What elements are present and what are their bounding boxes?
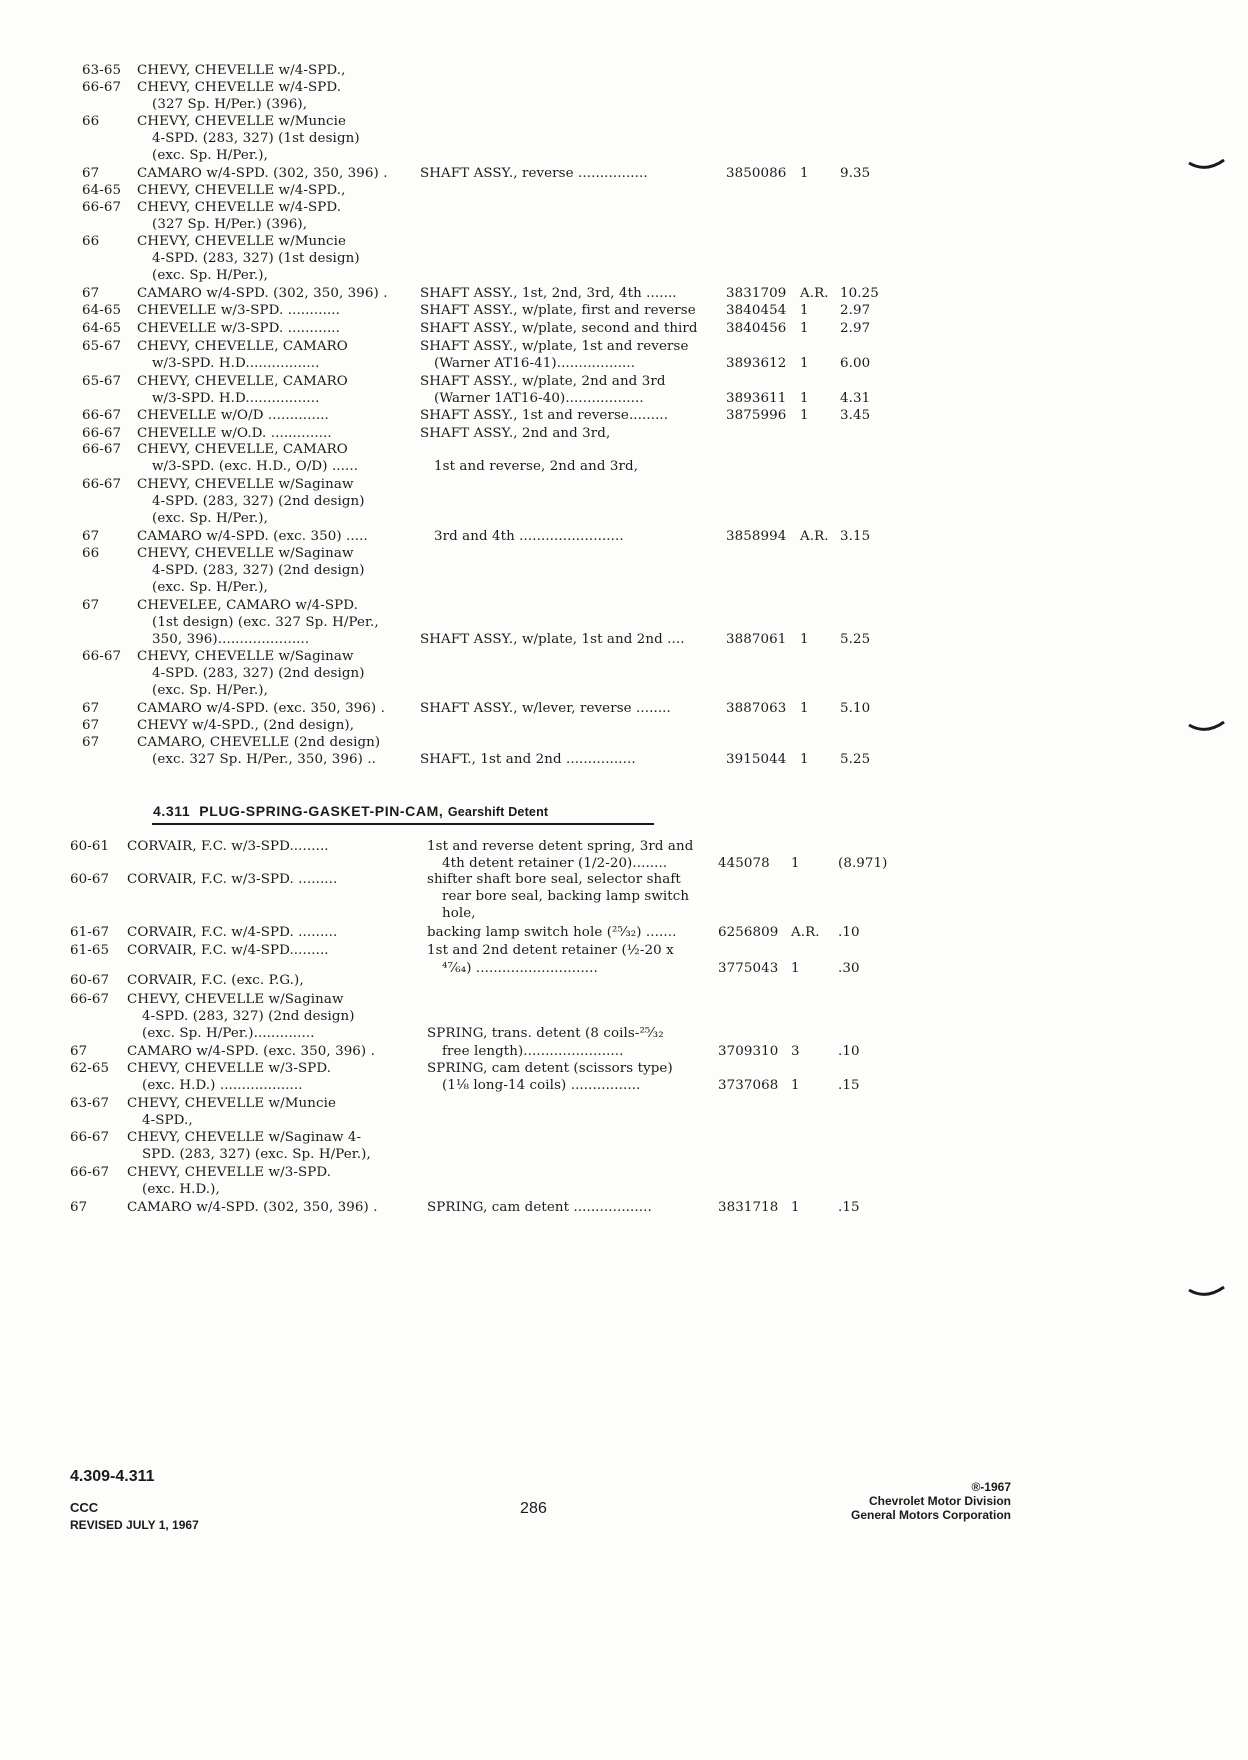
section-title: PLUG-SPRING-GASKET-PIN-CAM, [199, 803, 444, 819]
application: CHEVY, CHEVELLE, CAMARO [137, 442, 348, 457]
quantity: 1 [800, 632, 809, 647]
part-description-continued: rear bore seal, backing lamp switch [442, 889, 690, 904]
model-year: 65-67 [82, 374, 122, 389]
part-description: SHAFT ASSY., 2nd and 3rd, [420, 426, 611, 441]
model-year: 60-61 [70, 839, 110, 854]
application: CHEVY, CHEVELLE w/Saginaw 4- [127, 1130, 362, 1145]
model-year: 66 [82, 546, 100, 561]
model-year: 66 [82, 114, 100, 129]
part-number: 6256809 [718, 925, 779, 940]
application: CORVAIR, F.C. w/3-SPD. ......... [127, 872, 338, 887]
price: 2.97 [840, 321, 871, 336]
quantity: 3 [791, 1044, 800, 1059]
application-continued: 4-SPD., [142, 1113, 193, 1128]
application-continued: (exc. 327 Sp. H/Per., 350, 396) .. [152, 752, 377, 767]
part-number: 3737068 [718, 1078, 779, 1093]
part-description: SHAFT., 1st and 2nd ................ [420, 752, 636, 767]
part-description: backing lamp switch hole (²⁵⁄₃₂) ....... [427, 925, 677, 940]
price: 5.10 [840, 701, 871, 716]
price: 3.45 [840, 408, 871, 423]
price: 5.25 [840, 752, 871, 767]
application-continued: 4-SPD. (283, 327) (1st design) [152, 131, 360, 146]
quantity: 1 [800, 408, 809, 423]
footer-range: 4.309-4.311 [70, 1468, 155, 1485]
model-year: 66-67 [82, 80, 122, 95]
model-year: 64-65 [82, 321, 122, 336]
section-underline [152, 823, 654, 825]
quantity: A.R. [800, 286, 829, 301]
part-description: SPRING, trans. detent (8 coils-²⁵⁄₃₂ [427, 1026, 664, 1041]
application-continued: SPD. (283, 327) (exc. Sp. H/Per.), [142, 1147, 371, 1162]
part-description: SHAFT ASSY., reverse ................ [420, 166, 648, 181]
application: CHEVY, CHEVELLE w/Muncie [127, 1096, 336, 1111]
part-description-continued: (Warner AT16-41).................. [434, 356, 636, 371]
part-number: 3887061 [726, 632, 787, 647]
part-number: 3858994 [726, 529, 787, 544]
application: CHEVELEE, CAMARO w/4-SPD. [137, 598, 358, 613]
application: CORVAIR, F.C. w/4-SPD......... [127, 943, 329, 958]
application-continued: w/3-SPD. (exc. H.D., O/D) ...... [152, 459, 359, 474]
model-year: 67 [82, 166, 100, 181]
application: CORVAIR, F.C. w/4-SPD. ......... [127, 925, 338, 940]
part-description: SHAFT ASSY., w/plate, 2nd and 3rd [420, 374, 666, 389]
quantity: 1 [791, 856, 800, 871]
application-continued: 4-SPD. (283, 327) (2nd design) [152, 563, 365, 578]
application: CHEVY, CHEVELLE w/Muncie [137, 114, 346, 129]
part-description: SHAFT ASSY., w/plate, 1st and reverse [420, 339, 689, 354]
margin-mark-icon [1188, 158, 1226, 172]
part-description: SPRING, cam detent (scissors type) [427, 1061, 673, 1076]
quantity: 1 [791, 961, 800, 976]
model-year: 66-67 [82, 649, 122, 664]
part-description-continued: 4th detent retainer (1/2-20)........ [442, 856, 668, 871]
part-number: 3775043 [718, 961, 779, 976]
part-description-continued: 3rd and 4th ........................ [434, 529, 624, 544]
model-year: 66-67 [82, 477, 122, 492]
part-description: shifter shaft bore seal, selector shaft [427, 872, 681, 887]
application: CAMARO w/4-SPD. (exc. 350) ..... [137, 529, 368, 544]
price: .10 [838, 1044, 860, 1059]
part-number: 3893611 [726, 391, 787, 406]
part-description: SHAFT ASSY., 1st and reverse......... [420, 408, 669, 423]
application-continued: 4-SPD. (283, 327) (2nd design) [152, 666, 365, 681]
part-description: SPRING, cam detent .................. [427, 1200, 652, 1215]
margin-mark-icon [1188, 1285, 1226, 1299]
quantity: 1 [800, 356, 809, 371]
part-description-continued: free length)....................... [442, 1044, 624, 1059]
part-number: 3840454 [726, 303, 787, 318]
application: CAMARO, CHEVELLE (2nd design) [137, 735, 381, 750]
quantity: A.R. [800, 529, 829, 544]
margin-mark-icon [1188, 720, 1226, 734]
application: CHEVY, CHEVELLE w/Saginaw [127, 992, 344, 1007]
part-number: 3875996 [726, 408, 787, 423]
application-continued: (exc. H.D.), [142, 1182, 220, 1197]
footer-division: Chevrolet Motor Division [868, 1494, 1011, 1508]
application-continued: (327 Sp. H/Per.) (396), [152, 217, 308, 232]
part-number: 3840456 [726, 321, 787, 336]
application: CAMARO w/4-SPD. (exc. 350, 396) . [137, 701, 385, 716]
application-continued: 350, 396)..................... [152, 632, 310, 647]
application-continued: (exc. Sp. H/Per.), [152, 580, 268, 595]
part-description-continued: (Warner 1AT16-40).................. [434, 391, 644, 406]
price: .30 [838, 961, 860, 976]
model-year: 66-67 [82, 442, 122, 457]
model-year: 60-67 [70, 872, 110, 887]
model-year: 67 [82, 701, 100, 716]
part-description: 1st and 2nd detent retainer (½-20 x [427, 943, 674, 958]
application: CHEVY, CHEVELLE w/4-SPD., [137, 183, 346, 198]
application: CAMARO w/4-SPD. (302, 350, 396) . [127, 1200, 378, 1215]
application: CHEVY, CHEVELLE w/Saginaw [137, 546, 354, 561]
quantity: 1 [800, 752, 809, 767]
model-year: 66-67 [70, 992, 110, 1007]
price: .15 [838, 1200, 860, 1215]
model-year: 60-67 [70, 973, 110, 988]
model-year: 61-67 [70, 925, 110, 940]
model-year: 67 [82, 718, 100, 733]
model-year: 67 [82, 529, 100, 544]
section-subtitle: Gearshift Detent [447, 805, 549, 819]
model-year: 67 [82, 735, 100, 750]
price: 6.00 [840, 356, 871, 371]
application: CORVAIR, F.C. (exc. P.G.), [127, 973, 304, 988]
application-continued: (1st design) (exc. 327 Sp. H/Per., [152, 615, 379, 630]
price: 4.31 [840, 391, 871, 406]
application: CHEVY, CHEVELLE w/4-SPD., [137, 63, 346, 78]
price: 5.25 [840, 632, 871, 647]
application-continued: w/3-SPD. H.D................. [152, 356, 320, 371]
model-year: 63-67 [70, 1096, 110, 1111]
application: CAMARO w/4-SPD. (302, 350, 396) . [137, 166, 388, 181]
application-continued: (exc. H.D.) ................... [142, 1078, 303, 1093]
part-number: 3887063 [726, 701, 787, 716]
quantity: A.R. [791, 925, 820, 940]
application-continued: 4-SPD. (283, 327) (1st design) [152, 251, 360, 266]
part-description-continued: ⁴⁷⁄₆₄) ............................ [442, 961, 598, 976]
model-year: 66-67 [82, 426, 122, 441]
price: (8.971) [838, 856, 888, 871]
price: 10.25 [840, 286, 879, 301]
price: 2.97 [840, 303, 871, 318]
section-heading [153, 803, 548, 819]
part-number: 3831709 [726, 286, 787, 301]
application: CHEVY, CHEVELLE w/Saginaw [137, 477, 354, 492]
part-number: 3831718 [718, 1200, 779, 1215]
price: 9.35 [840, 166, 871, 181]
model-year: 66-67 [70, 1165, 110, 1180]
model-year: 67 [70, 1200, 88, 1215]
footer-code: CCC [70, 1500, 99, 1515]
application-continued: 4-SPD. (283, 327) (2nd design) [142, 1009, 355, 1024]
price: .15 [838, 1078, 860, 1093]
application-continued: (exc. Sp. H/Per.), [152, 511, 268, 526]
part-number: 3850086 [726, 166, 787, 181]
application: CHEVY w/4-SPD., (2nd design), [137, 718, 355, 733]
quantity: 1 [800, 701, 809, 716]
application: CAMARO w/4-SPD. (302, 350, 396) . [137, 286, 388, 301]
model-year: 66-67 [82, 200, 122, 215]
part-number: 3709310 [718, 1044, 779, 1059]
footer-copyright: ®-1967 [971, 1480, 1011, 1494]
part-description: SHAFT ASSY., w/plate, second and third [420, 321, 698, 336]
part-description-continued: 1st and reverse, 2nd and 3rd, [434, 459, 639, 474]
part-number: 445078 [718, 856, 770, 871]
application: CHEVY, CHEVELLE w/4-SPD. [137, 200, 342, 215]
quantity: 1 [800, 391, 809, 406]
quantity: 1 [800, 303, 809, 318]
model-year: 65-67 [82, 339, 122, 354]
part-description: SHAFT ASSY., w/plate, first and reverse [420, 303, 696, 318]
application-continued: (exc. Sp. H/Per.), [152, 148, 268, 163]
footer-revised: REVISED JULY 1, 1967 [70, 1518, 199, 1532]
application-continued: 4-SPD. (283, 327) (2nd design) [152, 494, 365, 509]
application: CHEVY, CHEVELLE, CAMARO [137, 339, 348, 354]
application: CHEVY, CHEVELLE w/3-SPD. [127, 1165, 332, 1180]
application-continued: w/3-SPD. H.D................. [152, 391, 320, 406]
application: CORVAIR, F.C. w/3-SPD......... [127, 839, 329, 854]
model-year: 67 [70, 1044, 88, 1059]
application: CHEVELLE w/O.D. .............. [137, 426, 332, 441]
price: 3.15 [840, 529, 871, 544]
model-year: 61-65 [70, 943, 110, 958]
application: CHEVELLE w/3-SPD. ............ [137, 321, 341, 336]
application: CHEVY, CHEVELLE, CAMARO [137, 374, 348, 389]
model-year: 63-65 [82, 63, 122, 78]
section-number: 4.311 [153, 803, 191, 819]
part-description: SHAFT ASSY., 1st, 2nd, 3rd, 4th ....... [420, 286, 677, 301]
quantity: 1 [800, 321, 809, 336]
model-year: 64-65 [82, 303, 122, 318]
model-year: 66-67 [82, 408, 122, 423]
model-year: 67 [82, 286, 100, 301]
model-year: 62-65 [70, 1061, 110, 1076]
part-number: 3915044 [726, 752, 787, 767]
part-description: 1st and reverse detent spring, 3rd and [427, 839, 694, 854]
part-description: SHAFT ASSY., w/lever, reverse ........ [420, 701, 671, 716]
part-description-continued: (1⅛ long-14 coils) ................ [442, 1078, 641, 1093]
application: CHEVY, CHEVELLE w/3-SPD. [127, 1061, 332, 1076]
application: CHEVY, CHEVELLE w/4-SPD. [137, 80, 342, 95]
application-continued: (exc. Sp. H/Per.).............. [142, 1026, 315, 1041]
part-description-continued: hole, [442, 906, 476, 921]
application-continued: (327 Sp. H/Per.) (396), [152, 97, 308, 112]
application: CHEVY, CHEVELLE w/Saginaw [137, 649, 354, 664]
application-continued: (exc. Sp. H/Per.), [152, 268, 268, 283]
price: .10 [838, 925, 860, 940]
quantity: 1 [800, 166, 809, 181]
quantity: 1 [791, 1200, 800, 1215]
quantity: 1 [791, 1078, 800, 1093]
footer-corporation: General Motors Corporation [850, 1508, 1011, 1522]
part-description: SHAFT ASSY., w/plate, 1st and 2nd .... [420, 632, 685, 647]
model-year: 64-65 [82, 183, 122, 198]
application: CHEVY, CHEVELLE w/Muncie [137, 234, 346, 249]
part-number: 3893612 [726, 356, 787, 371]
application: CHEVELLE w/3-SPD. ............ [137, 303, 341, 318]
model-year: 66-67 [70, 1130, 110, 1145]
page-number: 286 [520, 1500, 547, 1517]
model-year: 66 [82, 234, 100, 249]
application: CHEVELLE w/O/D .............. [137, 408, 329, 423]
model-year: 67 [82, 598, 100, 613]
application-continued: (exc. Sp. H/Per.), [152, 683, 268, 698]
application: CAMARO w/4-SPD. (exc. 350, 396) . [127, 1044, 375, 1059]
